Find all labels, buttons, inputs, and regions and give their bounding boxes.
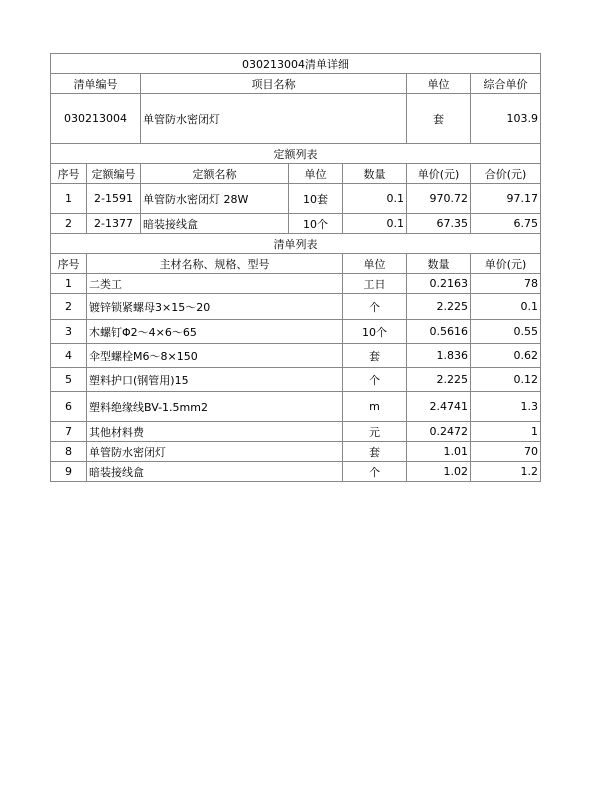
material-price: 70 <box>471 442 541 462</box>
quota-header-unit: 单位 <box>289 164 343 184</box>
quota-total: 97.17 <box>471 184 541 214</box>
material-no: 8 <box>51 442 87 462</box>
material-price: 0.62 <box>471 344 541 368</box>
material-qty: 1.836 <box>407 344 471 368</box>
sheet-title: 030213004清单详细 <box>51 54 541 74</box>
quota-qty: 0.1 <box>343 214 407 234</box>
quota-unit: 10个 <box>289 214 343 234</box>
material-header-qty: 数量 <box>407 254 471 274</box>
quota-no: 1 <box>51 184 87 214</box>
quota-header-no: 序号 <box>51 164 87 184</box>
material-header-name: 主材名称、规格、型号 <box>87 254 343 274</box>
material-no: 5 <box>51 368 87 392</box>
quota-price: 67.35 <box>407 214 471 234</box>
material-qty: 1.02 <box>407 462 471 482</box>
quota-qty: 0.1 <box>343 184 407 214</box>
name-header: 项目名称 <box>141 74 407 94</box>
quota-row <box>51 214 541 234</box>
quota-header-total: 合价(元) <box>471 164 541 184</box>
material-no: 2 <box>51 294 87 320</box>
material-qty: 0.2163 <box>407 274 471 294</box>
material-name: 二类工 <box>87 274 343 294</box>
quota-price: 970.72 <box>407 184 471 214</box>
material-no: 4 <box>51 344 87 368</box>
quota-header-price: 单价(元) <box>407 164 471 184</box>
material-qty: 1.01 <box>407 442 471 462</box>
material-qty: 2.4741 <box>407 392 471 422</box>
material-row <box>51 462 541 482</box>
material-name: 塑料护口(钢管用)15 <box>87 368 343 392</box>
material-name: 其他材料费 <box>87 422 343 442</box>
material-no: 1 <box>51 274 87 294</box>
material-qty: 2.225 <box>407 368 471 392</box>
material-unit: 套 <box>343 344 407 368</box>
material-row <box>51 392 541 422</box>
quota-code: 2-1377 <box>87 214 141 234</box>
material-unit: 10个 <box>343 320 407 344</box>
material-no: 3 <box>51 320 87 344</box>
quota-code: 2-1591 <box>87 184 141 214</box>
material-price: 78 <box>471 274 541 294</box>
quota-header-name: 定额名称 <box>141 164 289 184</box>
material-name: 暗装接线盒 <box>87 462 343 482</box>
material-header-unit: 单位 <box>343 254 407 274</box>
item-price: 103.9 <box>471 94 541 144</box>
material-row <box>51 344 541 368</box>
quota-no: 2 <box>51 214 87 234</box>
material-name: 塑料绝缘线BV-1.5mm2 <box>87 392 343 422</box>
material-name: 木螺钉Φ2～4×6～65 <box>87 320 343 344</box>
unit-header: 单位 <box>407 74 471 94</box>
material-unit: m <box>343 392 407 422</box>
material-price: 0.12 <box>471 368 541 392</box>
quota-header-qty: 数量 <box>343 164 407 184</box>
material-unit: 个 <box>343 368 407 392</box>
material-no: 6 <box>51 392 87 422</box>
bill-detail-table <box>50 53 541 482</box>
material-header-no: 序号 <box>51 254 87 274</box>
material-qty: 0.5616 <box>407 320 471 344</box>
material-unit: 套 <box>343 442 407 462</box>
material-qty: 0.2472 <box>407 422 471 442</box>
material-unit: 元 <box>343 422 407 442</box>
quota-section-title: 定额列表 <box>51 144 541 164</box>
material-name: 单管防水密闭灯 <box>87 442 343 462</box>
material-section-title: 清单列表 <box>51 234 541 254</box>
material-no: 9 <box>51 462 87 482</box>
material-name: 伞型螺栓M6～8×150 <box>87 344 343 368</box>
material-row <box>51 320 541 344</box>
material-row <box>51 442 541 462</box>
price-header: 综合单价 <box>471 74 541 94</box>
material-no: 7 <box>51 422 87 442</box>
material-unit: 个 <box>343 294 407 320</box>
quota-name: 单管防水密闭灯 28W <box>141 184 289 214</box>
quota-header-code: 定额编号 <box>87 164 141 184</box>
code-header: 清单编号 <box>51 74 141 94</box>
quota-name: 暗装接线盒 <box>141 214 289 234</box>
material-price: 1.3 <box>471 392 541 422</box>
material-row <box>51 274 541 294</box>
material-row <box>51 294 541 320</box>
quota-total: 6.75 <box>471 214 541 234</box>
material-row <box>51 368 541 392</box>
material-qty: 2.225 <box>407 294 471 320</box>
material-price: 0.1 <box>471 294 541 320</box>
material-name: 镀锌锁紧螺母3×15～20 <box>87 294 343 320</box>
item-code: 030213004 <box>51 94 141 144</box>
material-price: 1.2 <box>471 462 541 482</box>
item-unit: 套 <box>407 94 471 144</box>
material-header-price: 单价(元) <box>471 254 541 274</box>
quota-unit: 10套 <box>289 184 343 214</box>
material-unit: 工日 <box>343 274 407 294</box>
material-row <box>51 422 541 442</box>
item-name: 单管防水密闭灯 <box>141 94 407 144</box>
material-unit: 个 <box>343 462 407 482</box>
material-price: 0.55 <box>471 320 541 344</box>
material-price: 1 <box>471 422 541 442</box>
quota-row <box>51 184 541 214</box>
